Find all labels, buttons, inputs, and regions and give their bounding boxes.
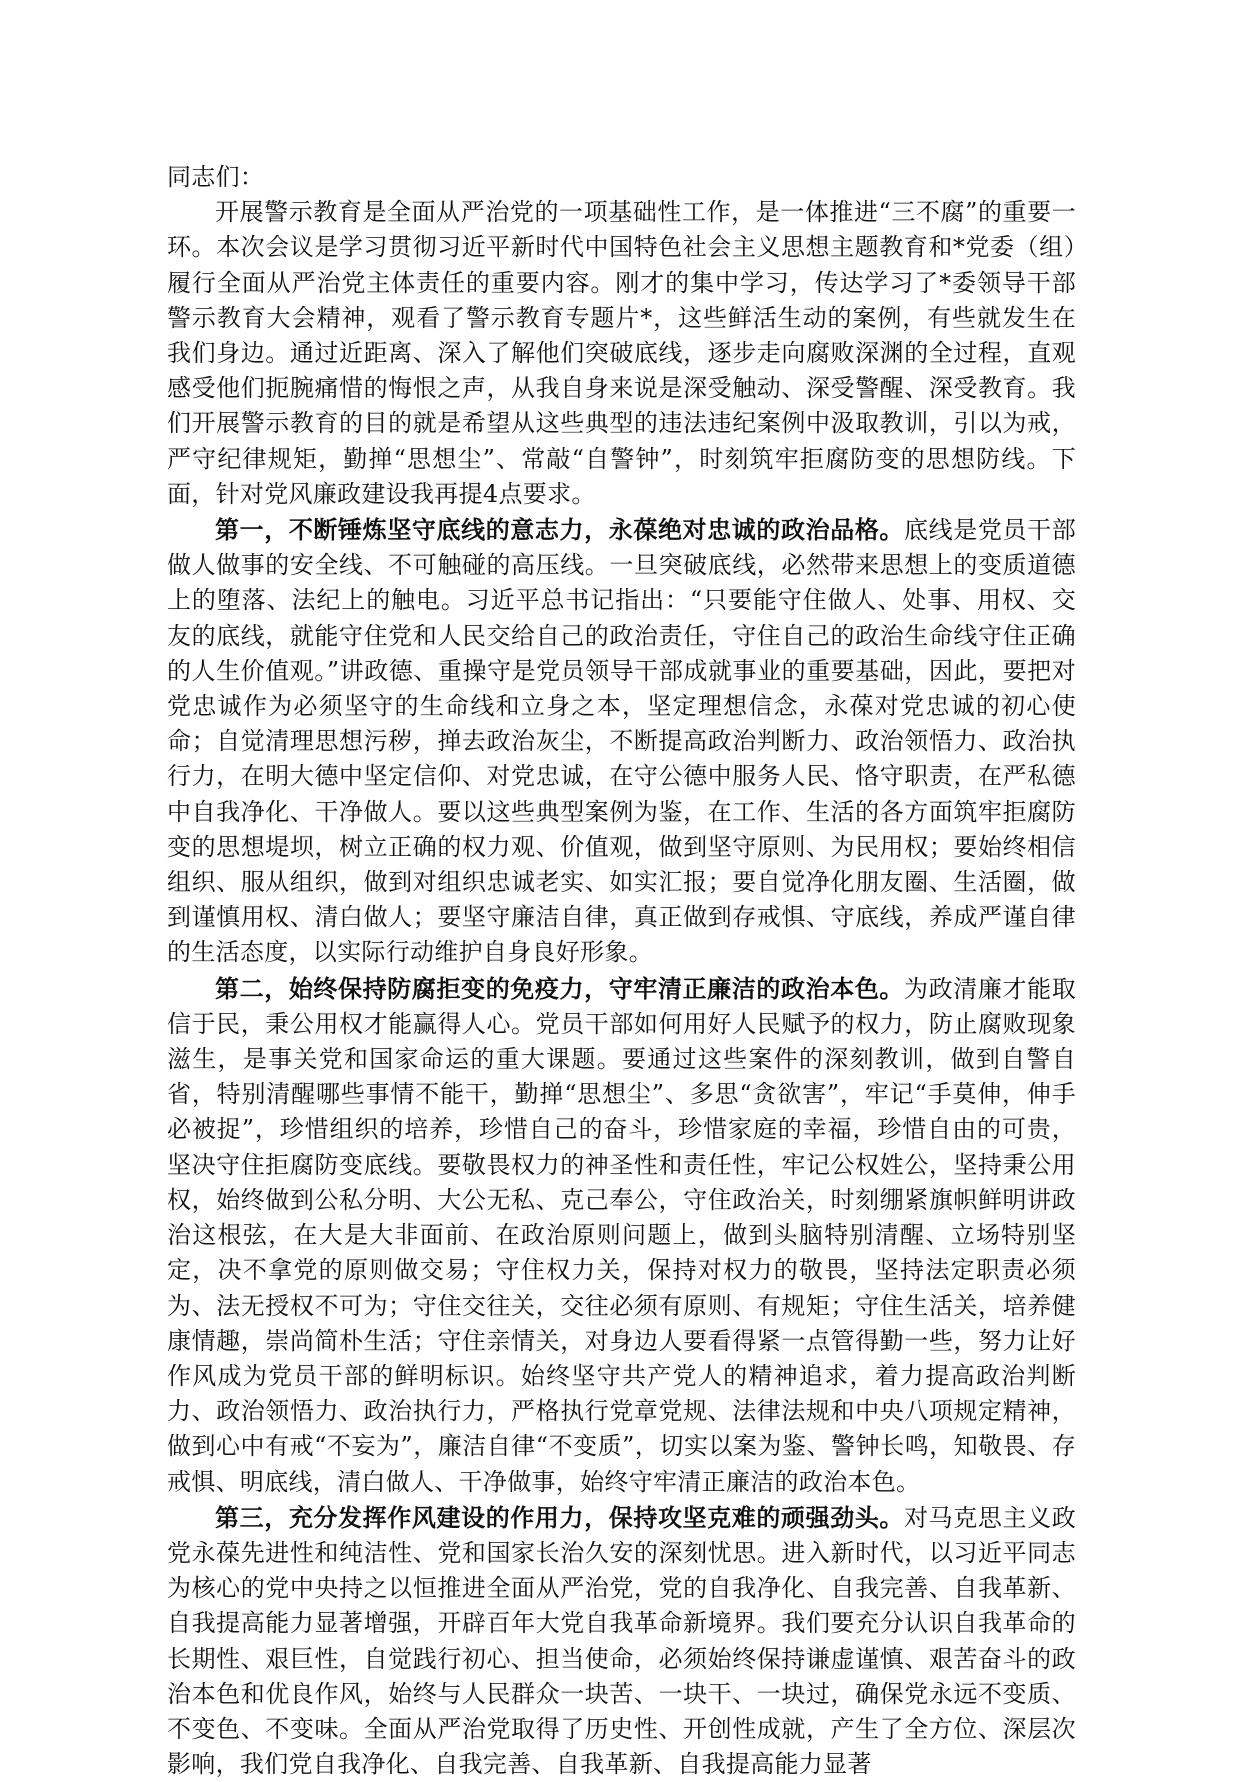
- section-body-1: 底线是党员干部做人做事的安全线、不可触碰的高压线。一旦突破底线，必然带来思想上的变质道德上的堕落、法纪上的触电。习近平总书记指出：“只要能守住做人、处事、用权、交友的底线，就能守住党和人民交给自己的政治责任，守住自己的政治生命线守住正确的人生价值观。”讲政德、重操守是党员领导干部成就事业的重要基础，因此，要把对党忠诚作为必须坚守的生命线和立身之本，坚定理想信念，永葆对党忠诚的初心使命；自觉清理思想污秽，掸去政治灰尘，不断提高政治判断力、政治领悟力、政治执行力，在明大德中坚定信仰、对党忠诚，在守公德中服务人民、恪守职责，在严私德中自我净化、干净做人。要以这些典型案例为鉴，在工作、生活的各方面筑牢拒腐防变的思想堤坝，树立正确的权力观、价值观，做到坚守原则、为民用权；要始终相信组织、服从组织，做到对组织忠诚老实、如实汇报；要自觉净化朋友圈、生活圈，做到谨慎用权、清白做人；要坚守廉洁自律，真正做到存戒惧、守底线，养成严谨自律的生活态度，以实际行动维护自身良好形象。: [167, 516, 1076, 967]
- section-heading-3: 第三，充分发挥作风建设的作用力，保持攻坚克难的顽强劲头。: [215, 1502, 905, 1532]
- section-body-3: 对马克思主义政党永葆先进性和纯洁性、党和国家长治久安的深刻忧思。进入新时代，以习近平同志为核心的党中央持之以恒推进全面从严治党，党的自我净化、自我完善、自我革新、自我提高能力显著增强，开辟百年大党自我革命新境界。我们要充分认识自我革命的长期性、艰巨性，自觉践行初心、担当使命，必须始终保持谦虚谨慎、艰苦奋斗的政治本色和优良作风，始终与人民群众一块苦、一块干、一块过，确保党永远不变质、不变色、不变味。全面从严治党取得了历史性、开创性成就，产生了全方位、深层次影响，我们党自我净化、自我完善、自我革新、自我提高能力显著: [167, 1503, 1076, 1779]
- section-heading-2: 第二，始终保持防腐拒变的免疫力，守牢清正廉洁的政治本色。: [215, 973, 905, 1003]
- section-paragraph-1: [167, 512, 1076, 971]
- intro-paragraph: 开展警示教育是全面从严治党的一项基础性工作，是一体推进“三不腐”的重要一环。本次会议是学习贯彻习近平新时代中国特色社会主义思想主题教育和*党委（组）履行全面从严治党主体责任的重要内容。刚才的集中学习，传达学习了*委领导干部警示教育大会精神，观看了警示教育专题片*，这些鲜活生动的案例，有些就发生在我们身边。通过近距离、深入了解他们突破底线，逐步走向腐败深渊的全过程，直观感受他们扼腕痛惜的悔恨之声，从我自身来说是深受触动、深受警醒、深受教育。我们开展警示教育的目的就是希望从这些典型的违法违纪案例中汲取教训，引以为戒，严守纪律规矩，勤掸“思想尘”、常敲“自警钟”，时刻筑牢拒腐防变的思想防线。下面，针对党风廉政建设我再提4点要求。: [167, 198, 1076, 508]
- section-paragraph-3: [167, 1500, 1076, 1782]
- section-heading-1: 第一，不断锤炼坚守底线的意志力，永葆绝对忠诚的政治品格。: [215, 515, 905, 545]
- section-body-2: 为政清廉才能取信于民，秉公用权才能赢得人心。党员干部如何用好人民赋予的权力，防止腐败现象滋生，是事关党和国家命运的重大课题。要通过这些案件的深刻教训，做到自警自省，特别清醒哪些事情不能干，勤掸“思想尘”、多思“贪欲害”，牢记“手莫伸，伸手必被捉”，珍惜组织的培养，珍惜自己的奋斗，珍惜家庭的幸福，珍惜自由的可贵，坚决守住拒腐防变底线。要敬畏权力的神圣性和责任性，牢记公权姓公，坚持秉公用权，始终做到公私分明、大公无私、克己奉公，守住政治关，时刻绷紧旗帜鲜明讲政治这根弦，在大是大非面前、在政治原则问题上，做到头脑特别清醒、立场特别坚定，决不拿党的原则做交易；守住权力关，保持对权力的敬畏，坚持法定职责必须为、法无授权不可为；守住交往关，交往必须有原则、有规矩；守住生活关，培养健康情趣，崇尚简朴生活；守住亲情关，对身边人要看得紧一点管得勤一些，努力让好作风成为党员干部的鲜明标识。始终坚守共产党人的精神追求，着力提高政治判断力、政治领悟力、政治执行力，严格执行党章党规、法律法规和中央八项规定精神，做到心中有戒“不妄为”，廉洁自律“不变质”，切实以案为鉴、警钟长鸣，知敬畏、存戒惧、明底线，清白做人、干净做事，始终守牢清正廉洁的政治本色。: [167, 974, 1076, 1496]
- section-paragraph-2: [167, 971, 1076, 1500]
- document-body: [167, 160, 1076, 1782]
- salutation: 同志们：: [167, 163, 265, 191]
